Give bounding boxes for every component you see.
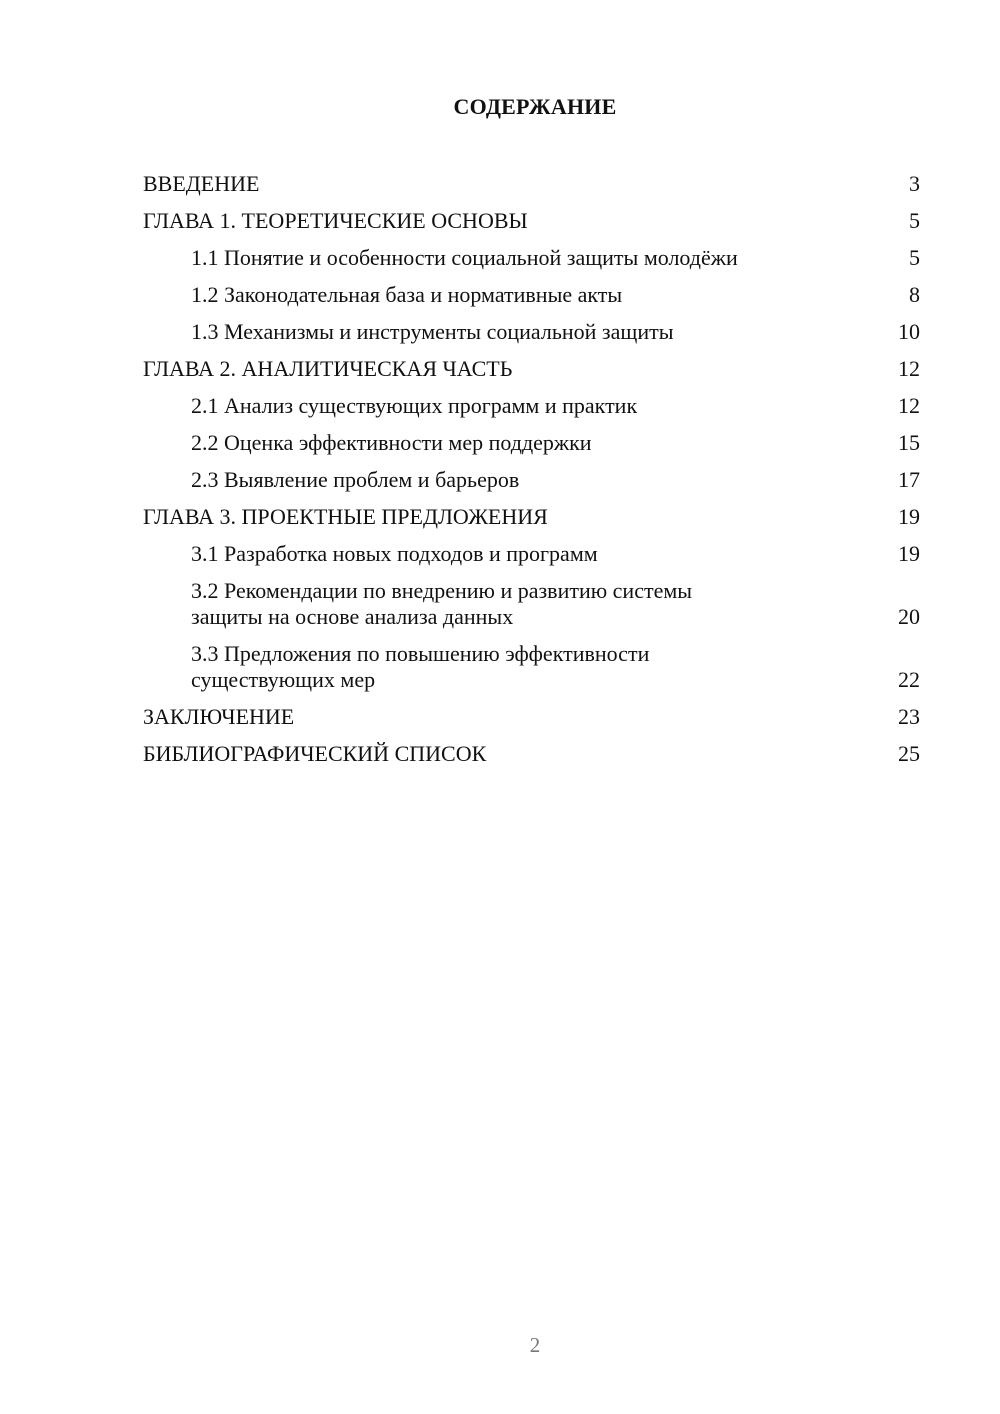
toc-entry[interactable]: [143, 536, 920, 573]
toc-entry-page: 25: [898, 741, 920, 766]
toc-entry[interactable]: [143, 699, 920, 736]
toc-entry[interactable]: [143, 462, 920, 499]
toc-entry[interactable]: [143, 499, 920, 536]
toc-entry-label-line: 3.3 Предложения по повышению эффективности: [191, 641, 650, 666]
toc-entry[interactable]: [143, 425, 920, 462]
toc-entry-label: [191, 641, 860, 693]
toc-entry-page: 19: [898, 541, 920, 566]
toc-entry-label: 2.3 Выявление проблем и барьеров: [191, 467, 520, 492]
toc-entry[interactable]: [143, 314, 920, 351]
toc-entry-page: 20: [898, 604, 920, 629]
page-number: 2: [529, 1333, 541, 1357]
toc-entry-label: 2.1 Анализ существующих программ и практик: [191, 393, 638, 418]
toc-entry-label: ГЛАВА 2. АНАЛИТИЧЕСКАЯ ЧАСТЬ: [143, 356, 513, 381]
toc-entry[interactable]: [143, 351, 920, 388]
toc-entry-label: 1.3 Механизмы и инструменты социальной защиты: [191, 319, 674, 344]
toc-entry[interactable]: [143, 203, 920, 240]
table-of-contents: [143, 166, 920, 773]
toc-entry-label: ГЛАВА 1. ТЕОРЕТИЧЕСКИЕ ОСНОВЫ: [143, 208, 528, 233]
toc-entry-page: 23: [898, 704, 920, 729]
toc-entry[interactable]: [143, 636, 920, 699]
toc-entry[interactable]: [143, 166, 920, 203]
toc-entry-label: ГЛАВА 3. ПРОЕКТНЫЕ ПРЕДЛОЖЕНИЯ: [143, 504, 548, 529]
toc-entry-label: [191, 578, 860, 630]
toc-entry-label: ВВЕДЕНИЕ: [143, 171, 260, 196]
toc-entry-label-line: существующих мер: [191, 667, 376, 692]
toc-entry-page: 12: [898, 356, 920, 381]
toc-entry[interactable]: [143, 736, 920, 773]
toc-entry-label: 2.2 Оценка эффективности мер поддержки: [191, 430, 592, 455]
toc-entry-page: 17: [898, 467, 920, 492]
toc-entry-page: 15: [898, 430, 920, 455]
toc-entry-page: 10: [898, 319, 920, 344]
toc-entry[interactable]: [143, 573, 920, 636]
toc-entry-page: 5: [909, 245, 920, 270]
toc-entry-label: 1.1 Понятие и особенности социальной защиты молодёжи: [191, 245, 738, 270]
toc-entry-label-line: защиты на основе анализа данных: [191, 604, 514, 629]
toc-entry-label: 3.1 Разработка новых подходов и программ: [191, 541, 598, 566]
toc-entry-label: 1.2 Законодательная база и нормативные акты: [191, 282, 623, 307]
toc-entry[interactable]: [143, 388, 920, 425]
toc-entry-label: ЗАКЛЮЧЕНИЕ: [143, 704, 295, 729]
toc-entry-page: 8: [909, 282, 920, 307]
toc-entry-page: 3: [909, 171, 920, 196]
toc-entry-page: 19: [898, 504, 920, 529]
toc-entry[interactable]: [143, 277, 920, 314]
toc-entry[interactable]: [143, 240, 920, 277]
toc-entry-label-line: 3.2 Рекомендации по внедрению и развитию системы: [191, 578, 693, 603]
toc-entry-page: 12: [898, 393, 920, 418]
page-title: СОДЕРЖАНИЕ: [453, 94, 617, 119]
toc-entry-page: 22: [898, 667, 920, 692]
toc-entry-page: 5: [909, 208, 920, 233]
toc-entry-label: БИБЛИОГРАФИЧЕСКИЙ СПИСОК: [143, 741, 487, 766]
